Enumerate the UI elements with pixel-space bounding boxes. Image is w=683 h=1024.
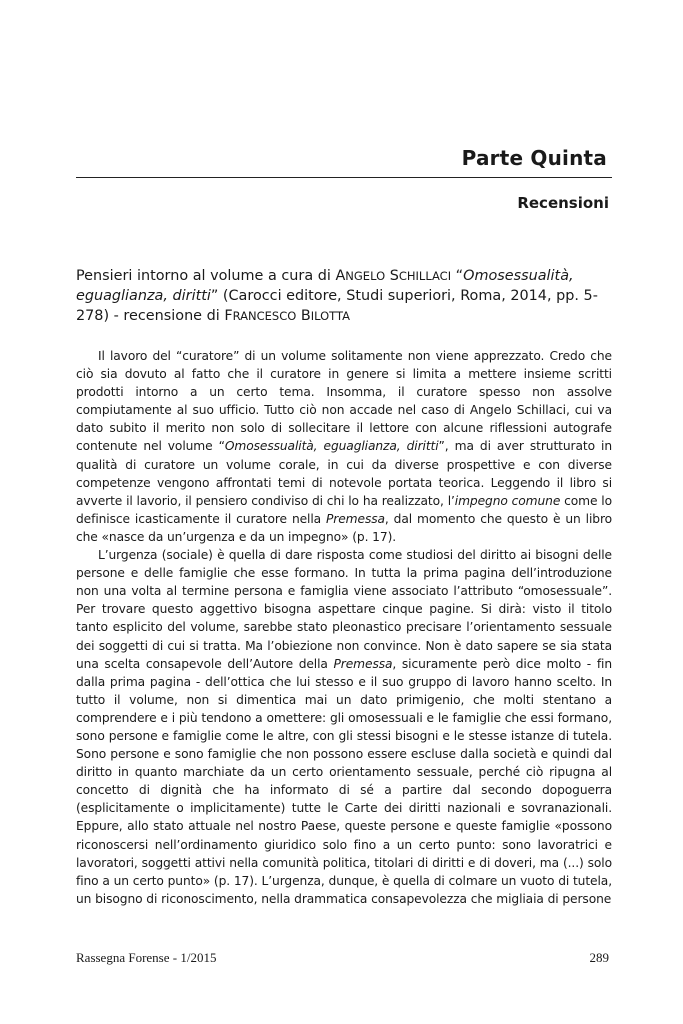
reviewer-name: FRANCESCO BILOTTA (224, 308, 350, 324)
part-title: Parte Quinta (461, 146, 607, 170)
journal-footer: Rassegna Forense - 1/2015 (76, 950, 217, 965)
publication-info: ” (Carocci editore, Studi superiori, Roma, 2014, pp. 5- 278) - recensione di (76, 288, 598, 324)
review-heading: Pensieri intorno al volume a cura di ANGELO SCHILLACI “Omosessualità, eguaglianza, diritti” (Carocci editore, Studi superiori, Roma, 2014, pp. 5- 278) - recensione di FRANCESCO BILOTTA (76, 268, 598, 324)
review-body (76, 347, 612, 908)
editor-name: ANGELO SCHILLACI (335, 268, 452, 284)
paragraph: L’urgenza (sociale) è quella di dare risposta come studiosi del diritto ai bisogni delle persone e delle famiglie che esse formano. In tutta la prima pagina dell’introduzione non una volta al termine persona e famiglia viene associato l’attributo “omosessuale”. Per trovare questo aggettivo bisogna aspettare cinque pagine. Si dirà: visto il titolo tanto esplicito del volume, sarebbe stato pleonastico precisare l’orientamento sessuale dei soggetti di cui si tratta. Ma l’obiezione non convince. Non è dato sapere se sia stata una scelta consapevole dell’Autore della Premessa, sicuramente però dice molto - fin dalla prima pagina - dell’ottica che lui stesso e il suo gruppo di lavoro hanno scelto. In tutto il volume, non si dimentica mai un dato primigenio, che molti stentano a comprendere e i più tendono a omettere: gli omosessuali e le famiglie che essi formano, sono persone e famiglie come le altre, con gli stessi bisogni e le stesse istanze di tutela. Sono persone e sono famiglie che non possono essere escluse dalla società e quindi dal diritto in quanto marchiate da un certo orientamento sessuale, perché ciò ripugna al concetto di dignità che ha informato di sé a partire dal secondo dopoguerra (esplicitamente o implicitamente) tutte le Carte dei diritti nazionali e sovranazionali. Eppure, allo stato attuale nel nostro Paese, queste persone e queste famiglie «possono riconoscersi nell’ordinamento giuridico solo fino a un certo punto: sono lavoratrici e lavoratori, soggetti attivi nella comunità politica, titolari di diritti e di doveri, ma (...) solo fino a un certo punto» (p. 17). L’urgenza, dunque, è quella di colmare un vuoto di tutela, un bisogno di riconoscimento, nella drammatica consapevolezza che migliaia di persone (76, 548, 612, 906)
heading-prefix: Pensieri intorno al volume a cura di (76, 268, 336, 284)
paragraph: Il lavoro del “curatore” di un volume solitamente non viene apprezzato. Credo che ciò sia dovuto al fatto che il curatore in genere si limita a mettere insieme scritti prodotti intorno a un certo tema. Insomma, il curatore spesso non assolve compiutamente al suo ufficio. Tutto ciò non accade nel caso di Angelo Schillaci, cui va dato subito il merito non solo di sollecitare il lettore con alcune riflessioni autografe contenute nel volume “Omosessualità, eguaglianza, diritti”, ma di aver strutturato in qualità di curatore un volume corale, in cui da diverse prospettive e con diverse competenze vengono affrontati temi di notevole portata teorica. Leggendo il libro si avverte il lavorio, il pensiero condiviso di chi lo ha realizzato, l’impegno comune come lo definisce icasticamente il curatore nella Premessa, dal momento che questo è un libro che «nasce da un’urgenza e da un impegno» (p. 17). (76, 349, 613, 544)
book-title: Omosessualità, eguaglianza, diritti (76, 268, 574, 304)
page-number: 289 (589, 950, 609, 965)
header-divider (76, 177, 612, 178)
section-title: Recensioni (517, 194, 609, 212)
